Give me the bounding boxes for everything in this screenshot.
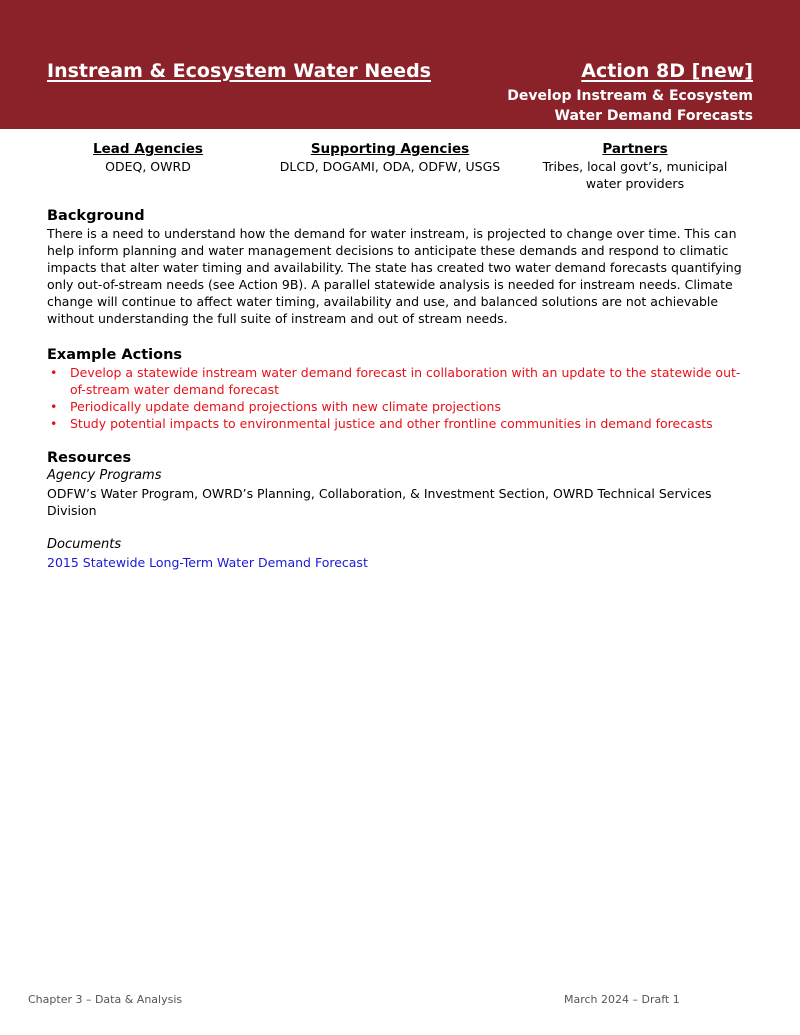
supporting-agencies-heading: Supporting Agencies [310,141,470,157]
section-title: Instream & Ecosystem Water Needs [47,60,431,82]
lead-agencies-list: ODEQ, OWRD [105,159,191,174]
bullet-icon: • [50,416,58,431]
footer-date: March 2024 – Draft 1 [564,993,680,1006]
partners-heading: Partners [602,141,668,157]
action-number: Action 8D [new] [581,60,753,82]
action-subtitle [507,86,753,126]
bullet-icon: • [50,399,58,414]
example-actions-heading: Example Actions [47,347,183,363]
list-item-text: Study potential impacts to environmental justice and other frontline communities in demand forecasts [70,416,713,431]
document-link[interactable]: 2015 Statewide Long-Term Water Demand Forecast [47,555,368,570]
banner-title-row [47,60,753,82]
supporting-agencies-list: DLCD, DOGAMI, ODA, ODFW, USGS [279,159,501,174]
resources-heading: Resources [47,450,132,466]
lead-agencies [68,140,228,175]
action-subtitle-line2: Water Demand Forecasts [554,108,753,124]
header-banner [0,0,800,129]
footer-chapter: Chapter 3 – Data & Analysis [28,993,183,1006]
resources-section [47,449,753,571]
example-actions-section [47,346,753,432]
background-text: There is a need to understand how the demand for water instream, is projected to change over time. This can help inform planning and water management decisions to anticipate these demands and respond to climatic impacts that alter water timing and availability. The state has created two water demand forecasts quantifying only out-of-stream needs (see Action 9B). A parallel statewide analysis is needed for instream needs. Climate change will continue to affect water timing, availability and use, and balanced solutions are not achievable without understanding the full suite of instream and out of stream needs. [47,226,742,326]
background-section [47,207,753,327]
partners-list-line2: water providers [585,176,685,191]
lead-agencies-heading: Lead Agencies [93,141,203,157]
agency-programs-text: ODFW’s Water Program, OWRD’s Planning, Collaboration, & Investment Section, OWRD Technical Services Division [47,486,712,518]
documents-label: Documents [47,537,122,552]
list-item-text: Periodically update demand projections with new climate projections [70,399,501,414]
bullet-icon: • [50,365,58,380]
list-item [47,364,753,398]
action-subtitle-line1: Develop Instream & Ecosystem [507,88,753,104]
partners-list-line1: Tribes, local govt’s, municipal [542,159,728,174]
partners [540,140,730,192]
list-item-text: Develop a statewide instream water demand forecast in collaboration with an update to the statewide out-of-stream water demand forecast [70,365,741,397]
background-heading: Background [47,208,145,224]
list-item [47,398,753,415]
agency-programs-label: Agency Programs [47,468,162,483]
example-actions-list [47,364,753,432]
supporting-agencies [270,140,510,175]
list-item [47,415,753,432]
